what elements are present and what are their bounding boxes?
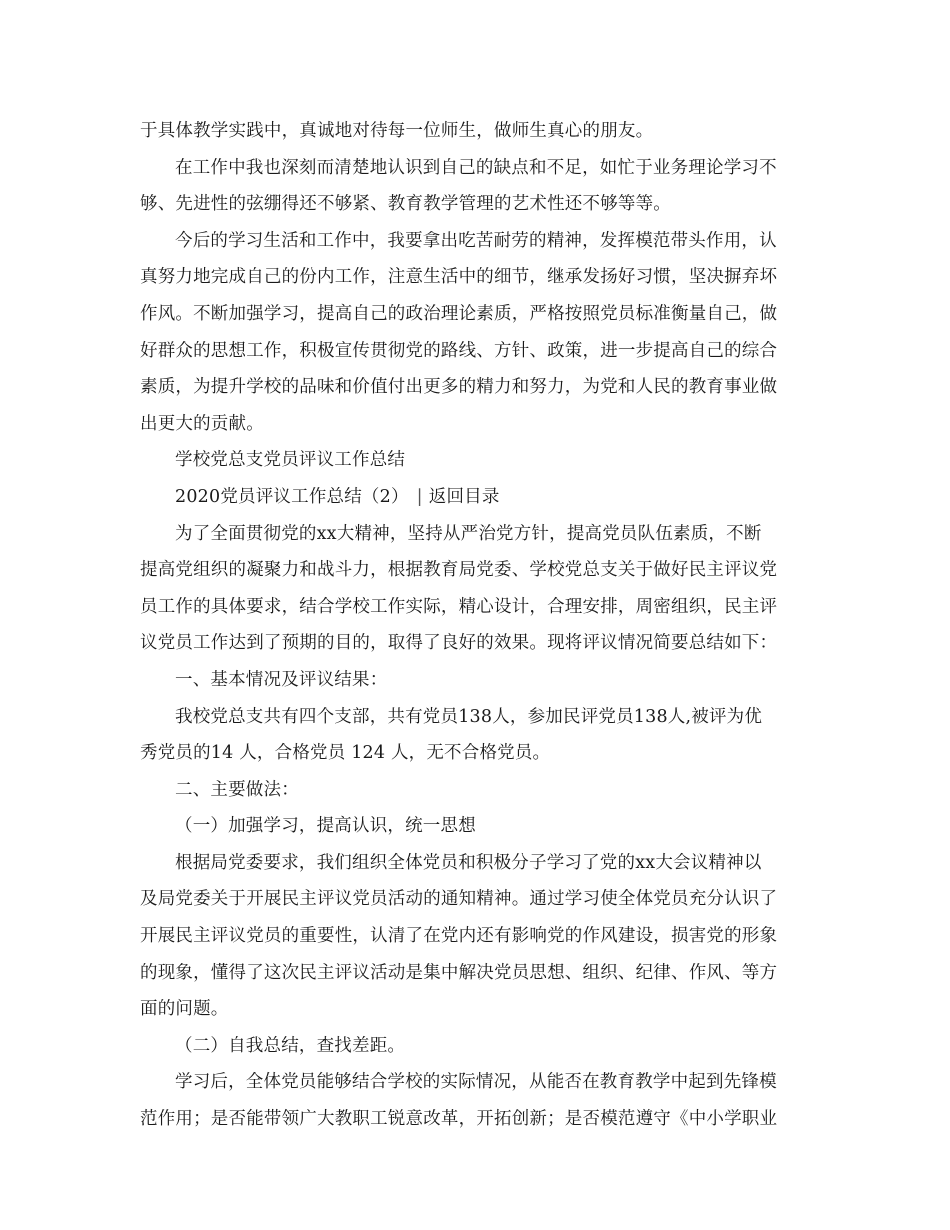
text-line: 今后的学习生活和工作中，我要拿出吃苦耐劳的精神，发挥模范带头作用，认 — [175, 230, 777, 251]
text-line: 于具体教学实践中，真诚地对待每一位师生，做师生真心的朋友。 — [140, 121, 654, 141]
toc-link-row — [140, 479, 812, 516]
text-line: 作风。不断加强学习，提高自己的政治理论素质，严格按照党员标准衡量自己，做 — [140, 303, 778, 324]
text-line: 真努力地完成自己的份内工作，注意生活中的细节，继承发扬好习惯，坚决摒弃坏 — [140, 267, 778, 288]
text-line: 我校党总支共有四个支部，共有党员138人，参加民评党员138人,被评为优 — [175, 706, 763, 727]
text-line: （二）自我总结，查找差距。 — [175, 1035, 406, 1056]
text-line: 在工作中我也深刻而清楚地认识到自己的缺点和不足，如忙于业务理论学习不 — [175, 157, 777, 178]
text-line: 秀党员的14 人，合格党员 124 人，无不合格党员。 — [140, 743, 551, 764]
text-line: 及局党委关于开展民主评议党员活动的通知精神。通过学习使全体党员充分认识了 — [140, 889, 778, 910]
text-line: 为了全面贯彻党的xx大精神，坚持从严治党方针，提高党员队伍素质，不断 — [175, 523, 762, 544]
text-line: 学校党总支党员评议工作总结 — [175, 450, 406, 471]
text-line: 根据局党委要求，我们组织全体党员和积极分子学习了党的xx大会议精神以 — [175, 852, 762, 873]
text-line: 议党员工作达到了预期的目的，取得了良好的效果。现将评议情况简要总结如下： — [140, 633, 778, 654]
text-line: 二、主要做法： — [175, 779, 299, 800]
text-line: 一、基本情况及评议结果： — [175, 669, 388, 690]
text-line: 素质，为提升学校的品味和价值付出更多的精力和努力，为党和人民的教育事业做 — [140, 377, 778, 398]
text-line: 面的问题。 — [140, 999, 229, 1020]
document-body — [140, 113, 812, 1138]
text-line: 好群众的思想工作，积极宣传贯彻党的路线、方针、政策，进一步提高自己的综合 — [140, 340, 778, 361]
text-line: 提高党组织的凝聚力和战斗力，根据教育局党委、学校党总支关于做好民主评议党 — [140, 560, 778, 581]
text-line: 的现象，懂得了这次民主评议活动是集中解决党员思想、组织、纪律、作风、等方 — [140, 962, 778, 983]
section-title: 2020党员评议工作总结（2） — [175, 486, 409, 507]
text-line: 开展民主评议党员的重要性，认清了在党内还有影响党的作风建设，损害党的形象 — [140, 926, 778, 947]
text-line: 学习后，全体党员能够结合学校的实际情况，从能否在教育教学中起到先锋模 — [175, 1072, 777, 1093]
text-line: 员工作的具体要求，结合学校工作实际，精心设计，合理安排，周密组织，民主评 — [140, 596, 778, 617]
text-line: （一）加强学习，提高认识，统一思想 — [175, 816, 476, 837]
back-to-toc-link[interactable]: 返回目录 — [428, 486, 500, 507]
text-line: 出更大的贡献。 — [140, 413, 264, 434]
separator: | — [416, 486, 423, 507]
text-line: 范作用；是否能带领广大教职工锐意改革，开拓创新；是否模范遵守《中小学职业 — [140, 1109, 778, 1130]
text-line: 够、先进性的弦绷得还不够紧、教育教学管理的艺术性还不够等等。 — [140, 194, 671, 215]
